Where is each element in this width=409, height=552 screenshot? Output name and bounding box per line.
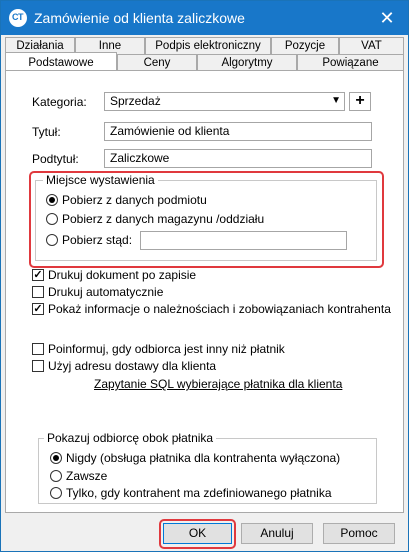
tab-podstawowe[interactable]: Podstawowe <box>5 52 117 72</box>
miejsce-legend: Miejsce wystawienia <box>43 173 158 187</box>
odbiorca-legend: Pokazuj odbiorcę obok płatnika <box>44 431 216 445</box>
tytul-label: Tytuł: <box>32 125 61 139</box>
help-button[interactable]: Pomoc <box>323 523 395 544</box>
label-adres-dostawy: Użyj adresu dostawy dla klienta <box>48 359 217 373</box>
ok-button[interactable]: OK <box>163 523 232 544</box>
kategoria-value: Sprzedaż <box>110 94 161 108</box>
tab-dzialania[interactable]: Działania <box>5 37 75 54</box>
odbiorca-radio-nigdy[interactable] <box>50 452 62 464</box>
odbiorca-label-zawsze: Zawsze <box>66 469 108 483</box>
app-logo-icon: CT <box>9 9 27 27</box>
tab-inne[interactable]: Inne <box>75 37 145 54</box>
checkbox-poinformuj-odbiorca[interactable] <box>32 343 44 355</box>
checkbox-drukuj-po-zapisie[interactable]: ✓ <box>33 269 43 281</box>
miejsce-stad-input[interactable] <box>140 231 347 250</box>
tab-podpis-elektroniczny[interactable]: Podpis elektroniczny <box>145 37 271 54</box>
checkbox-pokaz-naleznosci[interactable]: ✓ <box>33 303 43 315</box>
label-pokaz-naleznosci: Pokaż informacje o należnościach i zobowiązaniach kontrahenta <box>48 302 391 316</box>
tab-powiazane[interactable]: Powiązane <box>297 54 404 71</box>
label-drukuj-automatycznie: Drukuj automatycznie <box>48 285 164 299</box>
tab-pozycje[interactable]: Pozycje <box>271 37 339 54</box>
tab-algorytmy[interactable]: Algorytmy <box>197 54 297 71</box>
odbiorca-label-tylko: Tylko, gdy kontrahent ma zdefiniowanego płatnika <box>66 486 332 500</box>
close-button[interactable]: ✕ <box>379 8 395 28</box>
podtytul-input[interactable]: Zaliczkowe <box>104 149 372 168</box>
checkbox-adres-dostawy[interactable] <box>32 360 44 372</box>
tab-row-bottom <box>5 54 404 71</box>
miejsce-label-magazyn: Pobierz z danych magazynu /oddziału <box>62 212 265 226</box>
title-bar[interactable] <box>1 1 408 35</box>
kategoria-label: Kategoria: <box>32 95 87 109</box>
sql-payer-link[interactable]: Zapytanie SQL wybierające płatnika dla klienta <box>94 377 343 391</box>
odbiorca-label-nigdy: Nigdy (obsługa płatnika dla kontrahenta wyłączona) <box>66 451 341 465</box>
window-title: Zamówienie od klienta zaliczkowe <box>34 10 245 26</box>
odbiorca-radio-tylko[interactable] <box>50 487 62 499</box>
tab-ceny[interactable]: Ceny <box>117 54 197 71</box>
miejsce-radio-magazyn[interactable] <box>46 213 58 225</box>
add-kategoria-button[interactable]: + <box>349 92 371 111</box>
odbiorca-radio-zawsze[interactable] <box>50 470 62 482</box>
chevron-down-icon: ▼ <box>331 95 341 106</box>
checkbox-drukuj-automatycznie[interactable] <box>32 286 44 298</box>
miejsce-label-stad: Pobierz stąd: <box>62 233 133 247</box>
label-drukuj-po-zapisie: Drukuj dokument po zapisie <box>48 268 197 282</box>
cancel-button[interactable]: Anuluj <box>241 523 313 544</box>
tytul-input[interactable]: Zamówienie od klienta <box>104 122 372 141</box>
miejsce-label-podmiot: Pobierz z danych podmiotu <box>62 193 207 207</box>
miejsce-radio-podmiot[interactable] <box>46 194 58 206</box>
podtytul-label: Podtytuł: <box>32 152 79 166</box>
miejsce-radio-stad[interactable] <box>46 234 58 246</box>
kategoria-select[interactable] <box>104 92 345 111</box>
tab-vat[interactable]: VAT <box>339 37 404 54</box>
label-poinformuj-odbiorca: Poinformuj, gdy odbiorca jest inny niż płatnik <box>48 342 285 356</box>
